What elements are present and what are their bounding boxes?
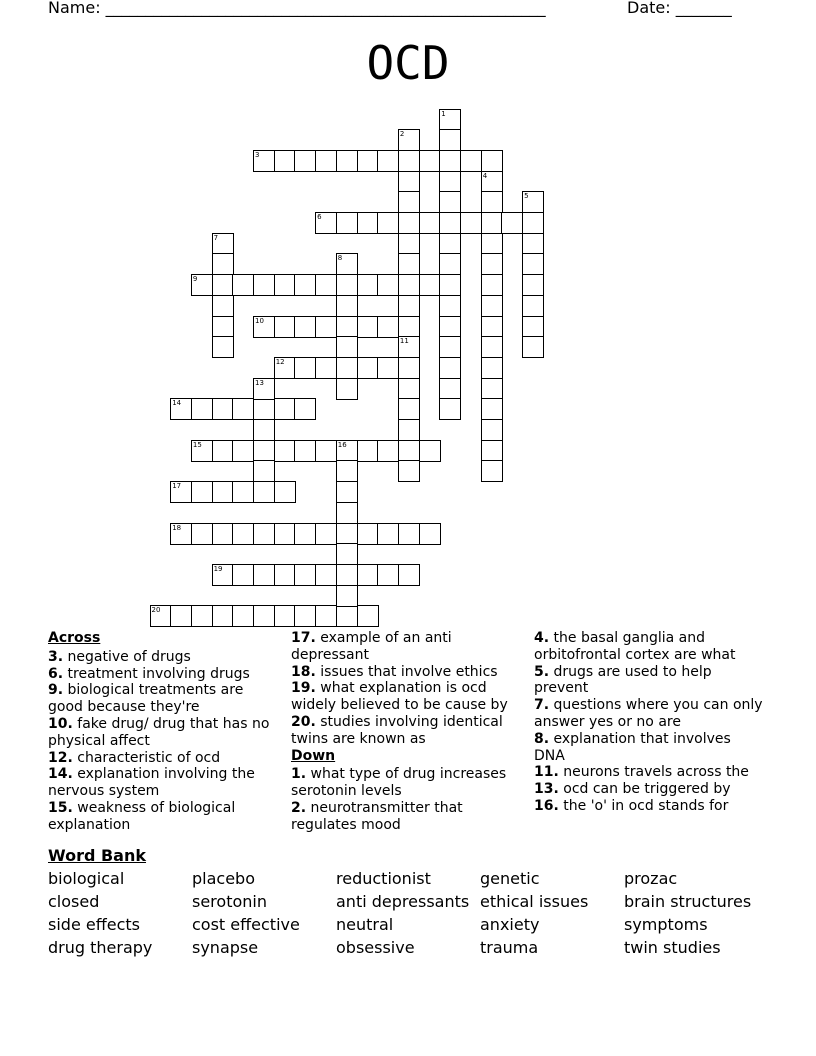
word-bank-item: anxiety	[480, 915, 540, 934]
crossword-cell[interactable]	[439, 171, 461, 193]
clue-item	[48, 750, 280, 767]
crossword-cell[interactable]	[253, 419, 275, 441]
crossword-cell[interactable]	[336, 150, 358, 172]
clue-column-3	[534, 630, 766, 815]
crossword-cell[interactable]	[398, 171, 420, 193]
clue-item	[291, 766, 523, 800]
crossword-cell[interactable]	[460, 150, 482, 172]
crossword-cell[interactable]	[212, 440, 234, 462]
clue-item	[291, 714, 523, 748]
crossword-cell[interactable]	[398, 191, 420, 213]
clue-item	[291, 630, 523, 664]
clue-number: 19.	[291, 680, 316, 697]
cell-number: 20	[151, 606, 161, 615]
crossword-cell[interactable]	[336, 253, 358, 275]
clue-text: what explanation is ocd widely believed to be cause by	[291, 680, 508, 714]
crossword-cell[interactable]	[398, 129, 420, 151]
crossword-cell[interactable]	[191, 274, 213, 296]
crossword-cell[interactable]	[439, 274, 461, 296]
crossword-cell[interactable]	[274, 274, 296, 296]
word-bank-item: reductionist	[336, 869, 431, 888]
crossword-cell[interactable]	[336, 440, 358, 462]
crossword-cell[interactable]	[294, 523, 316, 545]
crossword-cell[interactable]	[212, 274, 234, 296]
clue-text: the 'o' in ocd stands for	[558, 797, 729, 814]
crossword-cell[interactable]	[439, 253, 461, 275]
crossword-cell[interactable]	[336, 564, 358, 586]
crossword-cell[interactable]	[439, 336, 461, 358]
crossword-cell[interactable]	[377, 440, 399, 462]
clue-number: 11.	[534, 764, 559, 781]
clue-item	[534, 630, 766, 664]
clue-item	[48, 766, 280, 800]
crossword-cell[interactable]	[377, 274, 399, 296]
crossword-cell[interactable]	[274, 150, 296, 172]
clue-number: 14.	[48, 766, 73, 783]
crossword-cell[interactable]	[315, 274, 337, 296]
clue-text: negative of drugs	[63, 648, 191, 665]
clue-number: 13.	[534, 781, 559, 798]
word-bank-item: closed	[48, 892, 100, 911]
clue-number: 9.	[48, 682, 64, 699]
crossword-cell[interactable]	[398, 233, 420, 255]
across-heading: Across	[48, 630, 101, 646]
crossword-cell[interactable]	[377, 564, 399, 586]
word-bank-item: neutral	[336, 915, 394, 934]
clue-item	[48, 800, 280, 834]
word-bank-item: brain structures	[624, 892, 752, 911]
clue-number: 6.	[48, 665, 64, 682]
cell-number: 13	[255, 378, 264, 387]
crossword-cell[interactable]	[398, 440, 420, 462]
clue-text: questions where you can only answer yes or no are	[534, 697, 763, 730]
crossword-cell[interactable]	[336, 585, 358, 607]
clue-number: 2.	[291, 799, 307, 816]
crossword-cell[interactable]	[398, 460, 420, 482]
crossword-cell[interactable]	[253, 605, 275, 627]
crossword-cell[interactable]	[357, 564, 379, 586]
crossword-cell[interactable]	[419, 274, 441, 296]
clue-item	[534, 697, 766, 731]
clue-number: 7.	[534, 697, 550, 714]
crossword-cell[interactable]	[253, 564, 275, 586]
word-bank-item: trauma	[480, 938, 539, 957]
crossword-cell[interactable]	[522, 295, 544, 317]
crossword-cell[interactable]	[398, 357, 420, 379]
crossword-cell[interactable]	[212, 564, 234, 586]
clue-number: 1.	[291, 766, 307, 783]
cell-number: 9	[192, 275, 198, 284]
crossword-cell[interactable]	[357, 274, 379, 296]
crossword-cell[interactable]	[377, 212, 399, 234]
crossword-cell[interactable]	[481, 336, 503, 358]
crossword-cell[interactable]	[398, 523, 420, 545]
crossword-cell[interactable]	[419, 523, 441, 545]
crossword-cell[interactable]	[253, 316, 275, 338]
crossword-cell[interactable]	[274, 316, 296, 338]
crossword-cell[interactable]	[377, 150, 399, 172]
crossword-cell[interactable]	[315, 605, 337, 627]
crossword-cell[interactable]	[398, 378, 420, 400]
crossword-cell[interactable]	[439, 357, 461, 379]
crossword-cell[interactable]	[274, 440, 296, 462]
clue-text: characteristic of ocd	[72, 749, 221, 766]
crossword-cell[interactable]	[481, 378, 503, 400]
crossword-cell[interactable]	[212, 481, 234, 503]
crossword-cell[interactable]	[253, 440, 275, 462]
crossword-cell[interactable]	[336, 357, 358, 379]
cell-number: 15	[192, 440, 202, 449]
crossword-cell[interactable]	[212, 605, 234, 627]
crossword-cell[interactable]	[294, 605, 316, 627]
crossword-cell[interactable]	[439, 378, 461, 400]
clue-number: 18.	[291, 663, 316, 680]
clue-text: studies involving identical twins are known as	[291, 713, 503, 747]
crossword-cell[interactable]	[232, 481, 254, 503]
crossword-cell[interactable]	[398, 398, 420, 420]
cell-number: 7	[213, 233, 219, 242]
crossword-cell[interactable]	[336, 481, 358, 503]
word-bank-item: cost effective	[192, 915, 300, 934]
cell-number: 16	[337, 440, 347, 449]
crossword-cell[interactable]	[274, 357, 296, 379]
crossword-cell[interactable]	[439, 233, 461, 255]
crossword-cell[interactable]	[315, 150, 337, 172]
crossword-cell[interactable]	[191, 523, 213, 545]
crossword-cell[interactable]	[481, 357, 503, 379]
clue-item	[291, 680, 523, 714]
crossword-cell[interactable]	[439, 295, 461, 317]
crossword-cell[interactable]	[232, 564, 254, 586]
clue-text: ocd can be triggered by	[558, 781, 731, 798]
word-bank-item: symptoms	[624, 915, 708, 934]
crossword-cell[interactable]	[481, 440, 503, 462]
cell-number: 19	[213, 564, 223, 573]
clue-number: 17.	[291, 630, 316, 646]
crossword-cell[interactable]	[212, 253, 234, 275]
cell-number: 5	[524, 192, 529, 201]
crossword-cell[interactable]	[398, 564, 420, 586]
clue-number: 15.	[48, 799, 73, 816]
crossword-cell[interactable]	[419, 150, 441, 172]
crossword-cell[interactable]	[191, 481, 213, 503]
crossword-cell[interactable]	[419, 440, 441, 462]
word-bank-item: biological	[48, 869, 125, 888]
crossword-cell[interactable]	[336, 460, 358, 482]
clue-text: drugs are used to help prevent	[534, 663, 712, 697]
crossword-cell[interactable]	[357, 150, 379, 172]
crossword-cell[interactable]	[377, 523, 399, 545]
crossword-cell[interactable]	[253, 460, 275, 482]
crossword-cell[interactable]	[481, 150, 503, 172]
clue-text: weakness of biological explanation	[48, 799, 236, 833]
clue-number: 3.	[48, 648, 64, 665]
crossword-cell[interactable]	[170, 605, 192, 627]
crossword-cell[interactable]	[522, 336, 544, 358]
word-bank-item: serotonin	[192, 892, 267, 911]
crossword-cell[interactable]	[170, 398, 192, 420]
word-bank-item: genetic	[480, 869, 540, 888]
word-bank-item: synapse	[192, 938, 259, 957]
page-title: OCD	[366, 36, 450, 90]
crossword-cell[interactable]	[336, 543, 358, 565]
clue-item	[534, 731, 766, 765]
crossword-cell[interactable]	[315, 523, 337, 545]
crossword-cell[interactable]	[336, 295, 358, 317]
crossword-cell[interactable]	[481, 191, 503, 213]
crossword-cell[interactable]	[398, 253, 420, 275]
crossword-cell[interactable]	[357, 523, 379, 545]
crossword-cell[interactable]	[336, 316, 358, 338]
crossword-cell[interactable]	[439, 398, 461, 420]
crossword-cell[interactable]	[439, 129, 461, 151]
clue-text: neurons travels across the	[558, 764, 749, 781]
clue-text: issues that involve ethics	[315, 663, 498, 680]
crossword-cell[interactable]	[294, 357, 316, 379]
crossword-cell[interactable]	[253, 150, 275, 172]
crossword-cell[interactable]	[274, 523, 296, 545]
cell-number: 11	[399, 337, 409, 346]
crossword-cell[interactable]	[315, 316, 337, 338]
clue-item	[534, 764, 766, 781]
crossword-cell[interactable]	[439, 316, 461, 338]
crossword-cell[interactable]	[253, 523, 275, 545]
word-bank-item: drug therapy	[48, 938, 153, 957]
crossword-cell[interactable]	[191, 605, 213, 627]
clue-text: what type of drug increases serotonin levels	[291, 766, 507, 800]
clue-number: 10.	[48, 715, 73, 732]
crossword-cell[interactable]	[398, 274, 420, 296]
crossword-cell[interactable]	[522, 212, 544, 234]
clue-text: explanation that involves DNA	[534, 730, 731, 764]
down-heading: Down	[291, 747, 336, 764]
crossword-cell[interactable]	[315, 357, 337, 379]
clue-text: explanation involving the nervous system	[48, 766, 255, 800]
crossword-cell[interactable]	[253, 481, 275, 503]
crossword-cell[interactable]	[294, 316, 316, 338]
crossword-cell[interactable]	[336, 523, 358, 545]
word-bank-heading: Word Bank	[48, 846, 147, 865]
crossword-cell[interactable]	[191, 440, 213, 462]
crossword-cell[interactable]	[294, 564, 316, 586]
crossword-cell[interactable]	[315, 564, 337, 586]
clue-number: 5.	[534, 663, 550, 680]
crossword-cell[interactable]	[357, 605, 379, 627]
clue-item	[291, 664, 523, 681]
crossword-cell[interactable]	[481, 274, 503, 296]
cell-number: 17	[172, 482, 182, 491]
crossword-cell[interactable]	[460, 212, 482, 234]
clue-text: treatment involving drugs	[63, 665, 250, 682]
word-bank-item: side effects	[48, 915, 140, 934]
crossword-cell[interactable]	[315, 440, 337, 462]
crossword-cell[interactable]	[150, 605, 172, 627]
crossword-cell[interactable]	[398, 419, 420, 441]
crossword-cell[interactable]	[274, 564, 296, 586]
crossword-cell[interactable]	[357, 316, 379, 338]
clue-item	[48, 682, 280, 716]
crossword-cell[interactable]	[357, 212, 379, 234]
cell-number: 4	[482, 171, 488, 180]
crossword-cell[interactable]	[212, 398, 234, 420]
crossword-cell[interactable]	[522, 316, 544, 338]
clue-text: biological treatments are good because they're	[48, 682, 244, 716]
clue-column-1	[48, 630, 280, 834]
crossword-cell[interactable]	[336, 274, 358, 296]
crossword-cell[interactable]	[274, 398, 296, 420]
cell-number: 14	[172, 399, 182, 408]
crossword-cell[interactable]	[336, 378, 358, 400]
cell-number: 3	[255, 150, 260, 159]
cell-number: 6	[317, 213, 322, 221]
crossword-cell[interactable]	[522, 233, 544, 255]
cell-number: 8	[337, 254, 343, 263]
crossword-cell[interactable]	[336, 502, 358, 524]
clue-item	[48, 649, 280, 666]
crossword-cell[interactable]	[439, 150, 461, 172]
crossword-cell[interactable]	[336, 336, 358, 358]
crossword-cell[interactable]	[336, 605, 358, 627]
crossword-cell[interactable]	[481, 316, 503, 338]
clue-number: 16.	[534, 797, 559, 814]
crossword-cell[interactable]	[357, 440, 379, 462]
word-bank-item: prozac	[624, 869, 678, 888]
crossword-cell[interactable]	[522, 191, 544, 213]
clue-text: fake drug/ drug that has no physical affect	[48, 715, 270, 749]
clue-item	[48, 666, 280, 683]
crossword-cell[interactable]	[315, 212, 337, 234]
crossword-cell[interactable]	[212, 233, 234, 255]
date-field[interactable]: Date: _______	[627, 0, 732, 17]
crossword-cell[interactable]	[398, 150, 420, 172]
clue-item	[48, 716, 280, 750]
clue-item	[534, 798, 766, 815]
crossword-cell[interactable]	[253, 274, 275, 296]
clue-number: 8.	[534, 730, 550, 747]
crossword-cell[interactable]	[522, 274, 544, 296]
crossword-cell[interactable]	[357, 357, 379, 379]
crossword-cell[interactable]	[274, 605, 296, 627]
crossword-cell[interactable]	[232, 440, 254, 462]
crossword-cell[interactable]	[398, 295, 420, 317]
crossword-cell[interactable]	[398, 336, 420, 358]
cell-number: 18	[172, 523, 182, 532]
crossword-cell[interactable]	[294, 440, 316, 462]
crossword-cell[interactable]	[481, 419, 503, 441]
crossword-cell[interactable]	[481, 398, 503, 420]
word-bank-item: twin studies	[624, 938, 721, 957]
crossword-cell[interactable]	[253, 378, 275, 400]
crossword-cell[interactable]	[481, 171, 503, 193]
crossword-cell[interactable]	[170, 481, 192, 503]
crossword-cell[interactable]	[191, 398, 213, 420]
crossword-cell[interactable]	[232, 398, 254, 420]
crossword-cell[interactable]	[481, 212, 503, 234]
crossword-cell[interactable]	[274, 481, 296, 503]
crossword-cell[interactable]	[212, 295, 234, 317]
crossword-cell[interactable]	[212, 523, 234, 545]
clue-number: 12.	[48, 749, 73, 766]
crossword-cell[interactable]	[294, 274, 316, 296]
crossword-cell[interactable]	[398, 212, 420, 234]
clue-text: example of an anti depressant	[291, 630, 452, 663]
clue-number: 20.	[291, 713, 316, 730]
name-field[interactable]: Name: _______________________________________________________	[48, 0, 546, 17]
crossword-cell[interactable]	[439, 191, 461, 213]
crossword-cell[interactable]	[212, 316, 234, 338]
clue-text: neurotransmitter that regulates mood	[291, 799, 463, 833]
crossword-cell[interactable]	[253, 398, 275, 420]
clue-item	[534, 781, 766, 798]
crossword-cell[interactable]	[439, 212, 461, 234]
word-bank-item: obsessive	[336, 938, 415, 957]
crossword-cell[interactable]	[522, 253, 544, 275]
crossword-cell[interactable]	[212, 336, 234, 358]
crossword-cell[interactable]	[377, 357, 399, 379]
crossword-cell[interactable]	[501, 212, 523, 234]
clue-number: 4.	[534, 630, 550, 646]
crossword-cell[interactable]	[481, 233, 503, 255]
crossword-cell[interactable]	[336, 212, 358, 234]
crossword-cell[interactable]	[481, 253, 503, 275]
clue-column-2	[291, 630, 523, 834]
crossword-cell[interactable]	[232, 523, 254, 545]
cell-number: 10	[255, 316, 264, 325]
word-bank	[48, 846, 768, 957]
cell-number: 12	[275, 357, 285, 366]
crossword-cell[interactable]	[481, 460, 503, 482]
word-bank-item: ethical issues	[480, 892, 589, 911]
crossword-cell[interactable]	[232, 605, 254, 627]
cell-number: 2	[399, 130, 405, 139]
clue-text: the basal ganglia and orbitofrontal cortex are what	[534, 630, 736, 663]
word-bank-item: anti depressants	[336, 892, 470, 911]
cell-number: 1	[441, 109, 446, 118]
crossword-cell[interactable]	[419, 212, 441, 234]
crossword-cell[interactable]	[294, 150, 316, 172]
crossword-cell[interactable]	[294, 398, 316, 420]
clue-item	[291, 800, 523, 834]
crossword-cell[interactable]	[398, 316, 420, 338]
crossword-cell[interactable]	[232, 274, 254, 296]
crossword-cell[interactable]	[481, 295, 503, 317]
clue-item	[534, 664, 766, 698]
crossword-cell[interactable]	[439, 109, 461, 131]
word-bank-item: placebo	[192, 869, 255, 888]
crossword-cell[interactable]	[170, 523, 192, 545]
crossword-cell[interactable]	[377, 316, 399, 338]
